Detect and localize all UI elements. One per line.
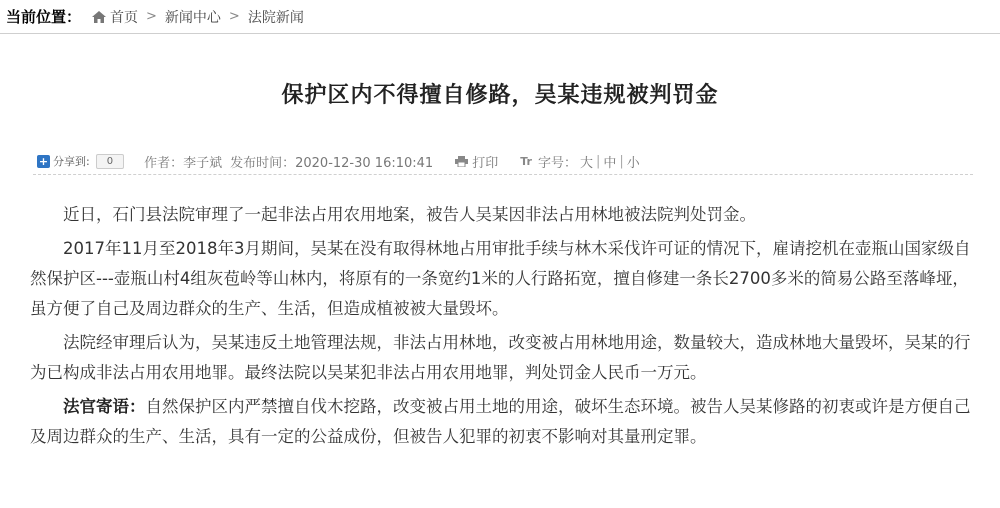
publish-time: 发布时间：2020-12-30 16:10:41 [230,155,434,171]
judge-message-paragraph [30,392,975,452]
print-icon[interactable] [455,156,468,167]
article-meta [33,148,973,175]
breadcrumb-separator: > [228,9,240,24]
article-paragraph: 法院经审理后认为，吴某违反土地管理法规，非法占用林地，改变被占用林地用途，数量较大，造成林地大量毁坏，吴某的行为已构成非法占用农用地罪。最终法院以吴某犯非法占用农用地罪，判处罚金人民币一万元。 [30,333,971,382]
breadcrumb-label: 当前位置： [6,8,82,26]
article-paragraph: 2017年11月至2018年3月期间，吴某在没有取得林地占用审批手续与林木采伐许可证的情况下，雇请挖机在壶瓶山国家级自然保护区---壶瓶山村4组灰苞岭等山林内，将原有的一条宽约1米的人行路拓宽，擅自修建一条长2700多米的简易公路至落峰垭，虽方便了自己及周边群众的生产、生活，但造成植被被大量毁坏。 [30,239,971,318]
judge-message-text: 自然保护区内严禁擅自伐木挖路，改变被占用土地的用途，破坏生态环境。被告人吴某修路的初衷或许是方便自己及周边群众的生产、生活，具有一定的公益成份，但被告人犯罪的初衷不影响对其量刑定罪。 [30,397,971,446]
breadcrumb-court-news-link[interactable]: 法院新闻 [247,9,304,26]
font-size-separator: | [595,153,601,169]
font-size-medium[interactable]: 中 [603,155,617,171]
print-link[interactable]: 打印 [472,155,499,171]
judge-message-label: 法官寄语： [63,397,146,416]
share-plus-icon[interactable]: + [38,154,49,168]
article-author: 作者：李子斌 [144,155,223,171]
article-body [30,200,975,456]
share-count: 0 [96,154,124,169]
font-size-small[interactable]: 小 [626,155,640,171]
font-size-label: 字号： [537,155,577,171]
share-label[interactable]: 分享到: [53,155,90,168]
breadcrumb [0,0,1000,34]
font-size-icon: Tr [520,154,532,168]
home-icon [91,10,107,24]
breadcrumb-home-link[interactable]: 首页 [110,9,139,26]
font-size-large[interactable]: 大 [579,155,593,171]
article-title: 保护区内不得擅自修路，吴某违规被判罚金 [281,83,719,108]
font-size-separator: | [619,153,624,169]
article-paragraph: 近日，石门县法院审理了一起非法占用农用地案，被告人吴某因非法占用林地被法院判处罚金。 [63,205,756,224]
breadcrumb-news-center-link[interactable]: 新闻中心 [164,9,221,26]
breadcrumb-separator: > [146,9,157,24]
